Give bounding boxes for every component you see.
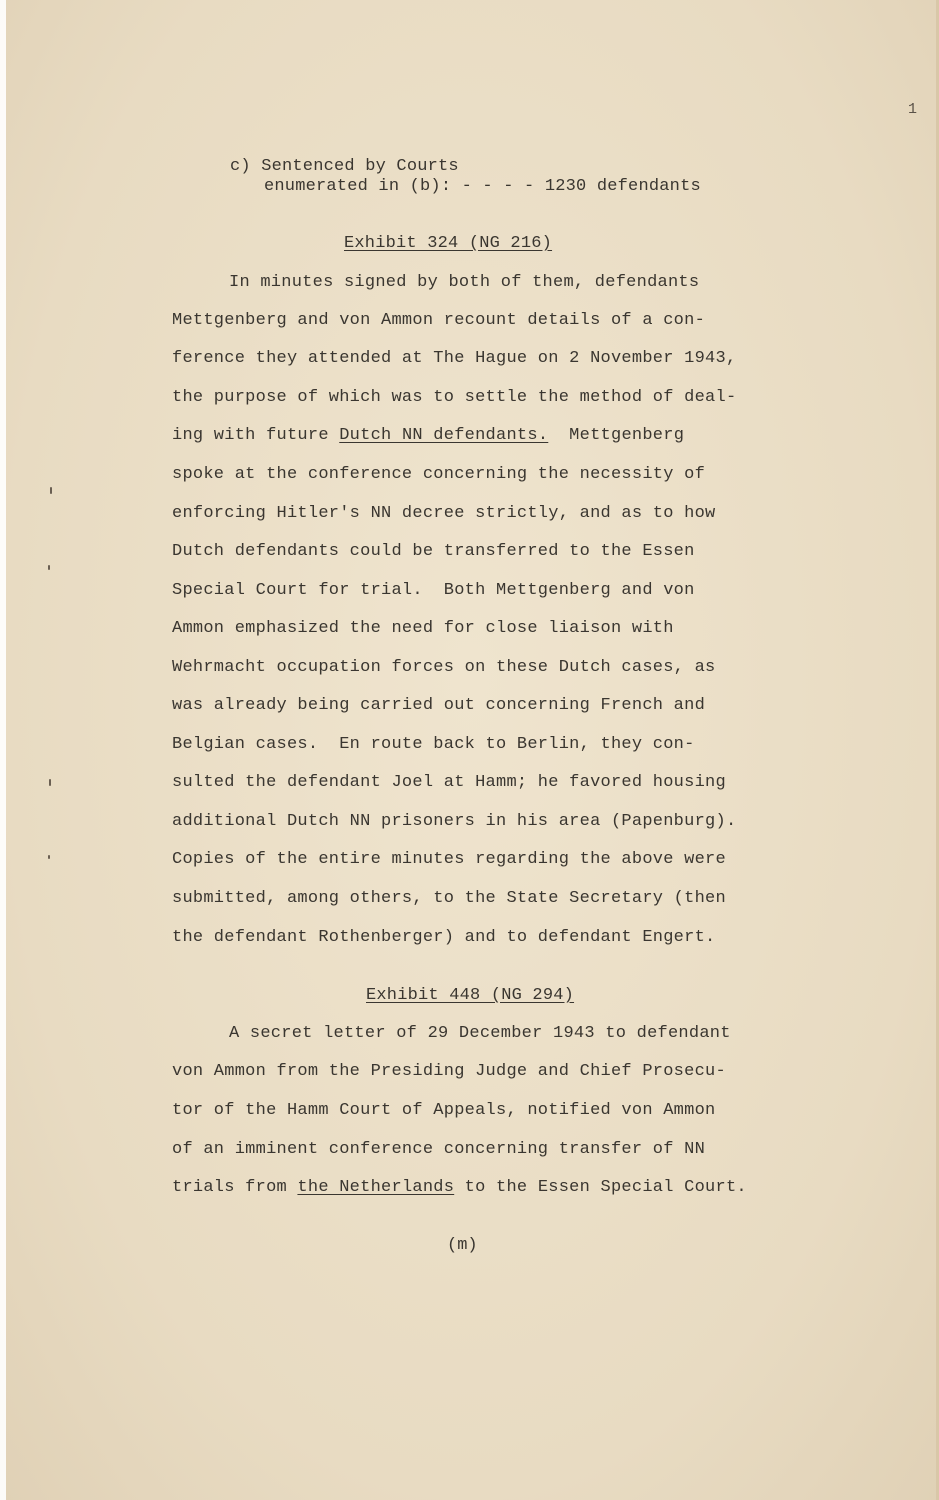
exhibit-324-line-14: sulted the defendant Joel at Hamm; he favored housing: [172, 773, 726, 792]
exhibit-324-line-8: Dutch defendants could be transferred to the Essen: [172, 542, 695, 561]
exhibit-324-line-6: spoke at the conference concerning the necessity of: [172, 465, 706, 484]
last-line-prefix: trials from: [172, 1178, 298, 1197]
exhibit-324-line-9: Special Court for trial. Both Mettgenberg and von: [172, 581, 695, 600]
exhibit-324-line-1: In minutes signed by both of them, defendants: [229, 273, 700, 292]
line-5-prefix: ing with future: [172, 426, 340, 445]
margin-mark: [50, 487, 52, 494]
page-number: (m): [447, 1236, 478, 1255]
exhibit-324-line-12: was already being carried out concerning French and: [172, 696, 706, 715]
exhibit-324-line-5: [172, 426, 684, 446]
exhibit-448-line-3: tor of the Hamm Court of Appeals, notified von Ammon: [172, 1101, 716, 1120]
exhibit-324-line-15: additional Dutch NN prisoners in his area (Papenburg).: [172, 812, 737, 831]
margin-mark: [48, 855, 50, 859]
exhibit-448-line-1: A secret letter of 29 December 1943 to defendant: [229, 1024, 731, 1043]
exhibit-324-line-17: submitted, among others, to the State Secretary (then: [172, 889, 726, 908]
line-5-suffix: Mettgenberg: [548, 426, 685, 445]
last-line-suffix: to the Essen Special Court.: [454, 1178, 747, 1197]
exhibit-448-line-5: [172, 1178, 747, 1198]
exhibit-324-heading: Exhibit 324 (NG 216): [344, 234, 553, 253]
exhibit-324-line-4: the purpose of which was to settle the method of deal-: [172, 388, 737, 407]
exhibit-324-line-7: enforcing Hitler's NN decree strictly, and as to how: [172, 504, 716, 523]
dutch-nn-defendants-underlined: Dutch NN defendants.: [339, 426, 549, 445]
exhibit-324-line-10: Ammon emphasized the need for close liaison with: [172, 619, 674, 638]
exhibit-324-line-11: Wehrmacht occupation forces on these Dutch cases, as: [172, 658, 716, 677]
exhibit-448-heading: Exhibit 448 (NG 294): [366, 986, 575, 1005]
exhibit-324-line-13: Belgian cases. En route back to Berlin, they con-: [172, 735, 695, 754]
exhibit-324-line-18: the defendant Rothenberger) and to defendant Engert.: [172, 928, 716, 947]
exhibit-448-line-2: von Ammon from the Presiding Judge and Chief Prosecu-: [172, 1062, 726, 1081]
margin-mark: [48, 565, 50, 570]
item-c-line1: c) Sentenced by Courts: [230, 157, 459, 176]
item-c-line2: enumerated in (b): - - - - 1230 defendants: [264, 177, 701, 196]
corner-mark: 1: [908, 101, 918, 118]
margin-mark: [49, 779, 51, 786]
page-left-edge: [0, 0, 6, 1500]
exhibit-324-line-16: Copies of the entire minutes regarding the above were: [172, 850, 726, 869]
exhibit-324-line-3: ference they attended at The Hague on 2 November 1943,: [172, 349, 737, 368]
exhibit-448-line-4: of an imminent conference concerning transfer of NN: [172, 1140, 706, 1159]
exhibit-324-line-2: Mettgenberg and von Ammon recount details of a con-: [172, 311, 706, 330]
the-netherlands-underlined: the Netherlands: [297, 1178, 455, 1197]
